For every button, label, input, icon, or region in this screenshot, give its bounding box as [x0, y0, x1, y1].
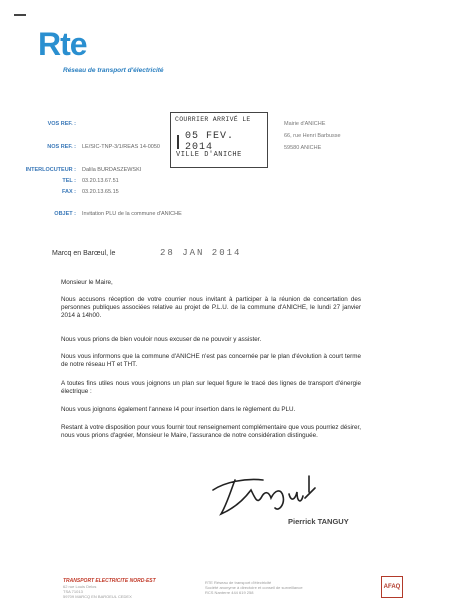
footer-company-2: Société anonyme à directoire et conseil de surveillance	[205, 585, 303, 590]
nos-ref-value: LE/SIC-TNP-3/1/REAS 14-0050	[82, 144, 160, 150]
stamp-date: 05 FEV. 2014	[185, 131, 235, 153]
tel-label: TEL :	[62, 178, 76, 184]
interlocuteur-value: Dalila BURDASZEWSKI	[82, 167, 142, 173]
nos-ref-label: NOS REF. :	[47, 144, 76, 150]
footer-brand: TRANSPORT ELECTRICITE NORD-EST	[63, 578, 156, 584]
salutation: Monsieur le Maire,	[61, 279, 113, 286]
tel-value: 03.20.13.67.51	[82, 178, 119, 184]
recipient-line-2: 66, rue Henri Barbusse	[284, 133, 341, 139]
stamp-bar	[177, 135, 179, 149]
paragraph-5: Nous vous joignons également l'annexe I4 pour insertion dans le règlement du PLU.	[61, 406, 296, 413]
paragraph-4: A toutes fins utiles nous vous joignons un plan sur lequel figure le tracé des lignes de transport d'énergie électrique :	[61, 380, 361, 396]
footer-company-1: RTE Réseau de transport d'électricité	[205, 580, 272, 585]
rte-logo: Rte	[38, 26, 87, 62]
paragraph-2: Nous vous prions de bien vouloir nous excuser de ne pouvoir y assister.	[61, 336, 262, 343]
logo-subtitle: Réseau de transport d'électricité	[63, 67, 164, 74]
handwritten-signature	[205, 468, 325, 520]
stamp-line-3: VILLE D'ANICHE	[176, 151, 242, 159]
received-stamp	[170, 112, 268, 168]
fax-label: FAX :	[61, 189, 76, 195]
interlocuteur-label: INTERLOCUTEUR :	[25, 167, 76, 173]
signatory-name: Pierrick TANGUY	[288, 517, 349, 526]
fax-value: 03.20.13.65.15	[82, 189, 119, 195]
footer-address-3: 59709 MARCQ EN BAROEUL CEDEX	[63, 594, 132, 599]
footer-company-3: RCS Nanterre 444 619 258	[205, 590, 254, 595]
objet-label: OBJET :	[54, 211, 76, 217]
afaq-certification-logo: AFAQ	[381, 576, 403, 598]
paragraph-6: Restant à votre disposition pour vous fournir tout renseignement complémentaire que vous pourriez désirer, nous vous prions d'agréer, Monsieur le Maire, l'assurance de notre considération distinguée.	[61, 424, 361, 440]
vos-ref-label: VOS REF. :	[47, 121, 76, 127]
paragraph-3: Nous vous informons que la commune d'ANICHE n'est pas concernée par le plan d'évolution à court terme de notre réseau HT et THT.	[61, 353, 361, 369]
recipient-line-1: Mairie d'ANICHE	[284, 121, 326, 127]
footer-address-1: 62 rue Louis Delos	[63, 584, 97, 589]
recipient-line-3: 59580 ANICHE	[284, 145, 322, 151]
date-value: 28 JAN 2014	[160, 248, 242, 258]
paragraph-1: Nous accusons réception de votre courrier nous invitant à participer à la réunion de concertation des personnes publiques associées relative au projet de P.L.U. de la commune d'ANICHE, le lundi 27 janvier 2014 à 14h00.	[61, 296, 361, 320]
registration-mark	[14, 14, 26, 16]
stamp-line-1: COURRIER ARRIVÉ LE	[175, 116, 251, 123]
date-place: Marcq en Barœul, le	[52, 250, 116, 257]
footer-address-2: TSA 71013	[63, 589, 83, 594]
objet-value: Invitation PLU de la commune d'ANICHE	[82, 211, 182, 217]
